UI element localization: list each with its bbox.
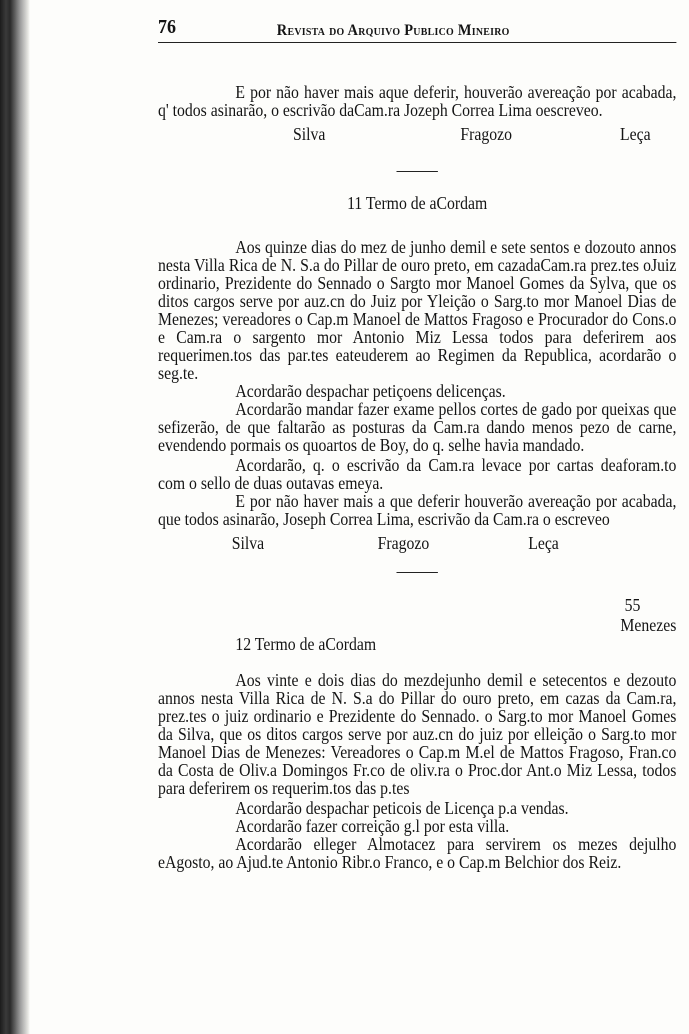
term-11-resolution: Acordarão despachar petiçoens delicenças. — [235, 381, 506, 401]
section-divider — [397, 572, 438, 573]
signature-silva: Silva — [231, 533, 265, 553]
term-12-resolution: Acordarão fazer correição g.l por esta villa. — [235, 816, 510, 836]
term-11-closing: E por não haver mais a que deferir houverão avereação por acabada, que todos asinarão, Joseph Correa Lima, escrivão da Cam.ra o escreveo — [158, 491, 677, 529]
page-header — [158, 16, 676, 43]
signature-leca: Leça — [528, 533, 559, 553]
document-page — [158, 16, 677, 872]
term-11-opening: Aos quinze dias do mez de junho demil e sete sentos e dozouto annos nesta Villa Rica de N. S.a do Pillar de ouro preto, em cazadaCam.ra prez.tes oJuiz ordinario, Prezidente do Sennado o Sargto mor Manoel Gomes da Sylva, que os ditos cargos serve por auz.cn do Juiz por Yleição o Sarg.to mor Manoel Dias de Menezes; vereadores o Cap.m Manoel de Mattos Fragoso e Procurador do Cons.o e Cam.ra o sargento mor Antonio Miz Lessa todos para deferirem aos requerimen.tos das par.tes eateuderem ao Regimen da Republica, acordarão o seg.te. — [158, 237, 677, 383]
running-head: Revista do Arquivo Publico Mineiro — [276, 22, 510, 39]
term-12-resolution: Acordarão elleger Almotacez para servirem os mezes dejulho eAgosto, ao Ajud.te Antonio Ribr.o Franco, e o Cap.m Belchior dos Reiz. — [158, 834, 677, 872]
term-12-opening: Aos vinte e dois dias do mezdejunho demil e setecentos e dezouto annos nesta Villa Rica de N. S.a do Pillar do ouro preto, em cazas da Cam.ra, prez.tes o juiz ordinario e Prezidente do Sennado. o Sarg.to mor Manoel Gomes da Silva, que os ditos cargos serve por auz.cn do juiz por elleição o Sarg.to mor Manoel Dias de Menezes: Vereadores o Cap.m M.el de Mattos Fragoso, Fran.co da Costa de Oliv.a Domingos Fr.co de oliv.ra o Proc.dor Ant.o Miz Lessa, todos para deferirem os requerim.tos das p.tes — [158, 670, 677, 798]
signature-fragozo: Fragozo — [460, 124, 513, 144]
term-11-title: 11 Termo de aCordam — [347, 193, 488, 213]
term-11-resolution: Acordarão, q. o escrivão da Cam.ra levace por cartas deaforam.to com o sello de duas outavas emeya. — [158, 455, 677, 493]
page-number: 76 — [158, 16, 176, 38]
intro-signatures — [158, 125, 676, 145]
term-12-resolution: Acordarão despachar peticois de Licença p.a vendas. — [235, 798, 569, 818]
margin-note-number: 55 — [624, 595, 641, 615]
margin-note-name: Menezes — [620, 615, 677, 635]
term-11-resolution: Acordarão mandar fazer exame pellos cortes de gado por queixas que sefizerão, de que faltarão as posturas da Cam.ra dando menos pezo de carne, evendendo pormais os quoartos de Boy, do q. selhe havia mandado. — [158, 399, 677, 455]
signature-fragozo: Fragozo — [377, 533, 430, 553]
book-spine-shadow — [0, 0, 30, 1034]
term-12-title: 12 Termo de aCordam — [235, 634, 377, 654]
signature-silva: Silva — [293, 124, 326, 144]
section-divider — [397, 171, 438, 172]
term-11-signatures — [158, 534, 676, 554]
signature-leca: Leça — [620, 124, 651, 144]
intro-paragraph: E por não haver mais aque deferir, houverão avereação por acabada, q' todos asinarão, o escrivão daCam.ra Jozeph Correa Lima oescreveo. — [158, 82, 677, 120]
margin-note — [158, 595, 676, 635]
